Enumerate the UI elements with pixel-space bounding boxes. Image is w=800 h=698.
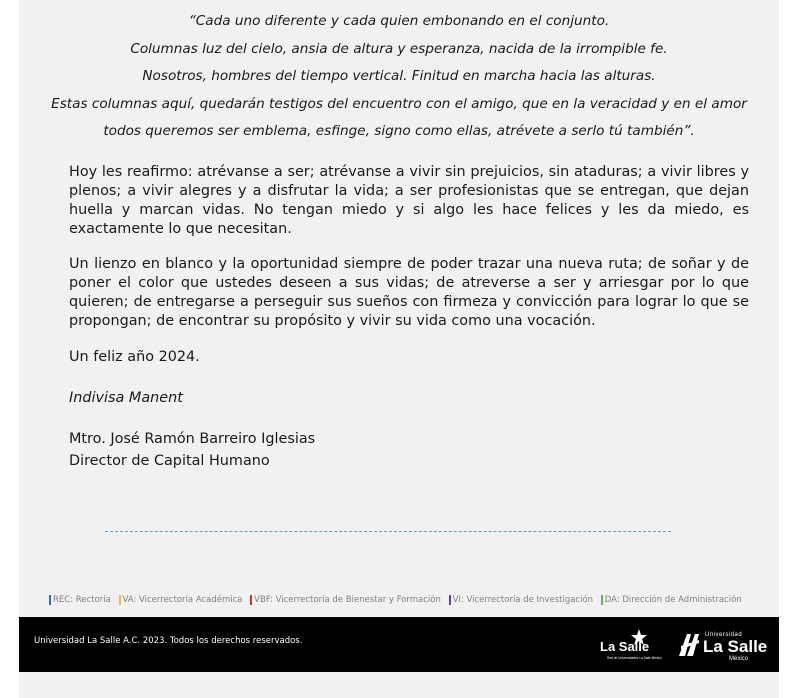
legend-item-va: VA: Vicerrectoría Académica — [119, 595, 243, 605]
legend-item-da: DA: Dirección de Administración — [601, 595, 742, 605]
quote-line: “Cada uno diferente y cada quien embonando en el conjunto. — [188, 13, 610, 29]
quote-line: Nosotros, hombres del tiempo vertical. Finitud en marcha hacia las alturas. — [142, 68, 656, 84]
columns-icon — [679, 634, 699, 656]
copyright-text: Universidad La Salle A.C. 2023. Todos los derechos reservados. — [34, 636, 303, 646]
legend-item-rec: REC: Rectoría — [49, 595, 111, 605]
quote-line: todos queremos ser emblema, esfinge, signo como ellas, atrévete a serlo tú también”. — [103, 123, 695, 139]
dashed-divider — [105, 531, 671, 532]
signature-name: Mtro. José Ramón Barreiro Iglesias — [69, 431, 316, 447]
body-paragraph-1: Hoy les reafirmo: atrévanse a ser; atrévanse a vivir sin prejuicios, sin ataduras; a vivir libres y plenos; a vivir alegres y a disfrutar la vida; a ser profesionistas que se entregan, que dejan huella y marcan vidas. No tengan miedo y si algo les hace felices y les da miedo, es exactamente lo que necesitan. — [69, 164, 749, 237]
universidad-la-salle-logo — [677, 626, 769, 664]
legend — [49, 595, 769, 605]
legend-item-vbf: VBF: Vicerrectoría de Bienestar y Formación — [250, 595, 441, 605]
la-salle-network-logo — [597, 627, 671, 665]
quote-line: Columnas luz del cielo, ansia de altura y esperanza, nacida de la irrompible fe. — [130, 40, 668, 57]
legend-item-vi: VI: Vicerrectoría de Investigación — [449, 595, 593, 605]
quote-block — [19, 10, 779, 148]
greeting: Un feliz año 2024. — [69, 349, 200, 365]
motto: Indivisa Manent — [69, 390, 183, 406]
logo1-text: La Salle — [600, 639, 650, 654]
page — [19, 0, 779, 698]
signature-title: Director de Capital Humano — [69, 453, 270, 469]
logo2-bottom: México — [729, 656, 749, 662]
footer — [19, 617, 779, 672]
logo1-subtitle: Red de Universidades La Salle México — [607, 656, 662, 660]
quote-line: Estas columnas aquí, quedarán testigos del encuentro con el amigo, que en la veracidad y en el amor — [51, 95, 747, 112]
logo2-text: La Salle — [703, 637, 768, 656]
logo2-top: Universidad — [705, 632, 743, 638]
body-paragraph-2: Un lienzo en blanco y la oportunidad siempre de poder trazar una nueva ruta; de soñar y de poner el color que ustedes deseen a sus vidas; de atreverse a ser y arriesgar por lo que quieren; de entregarse a perseguir sus sueños con firmeza y convicción para lograr lo que se propongan; de encontrar su propósito y vivir su vida como una vocación. — [69, 256, 749, 329]
